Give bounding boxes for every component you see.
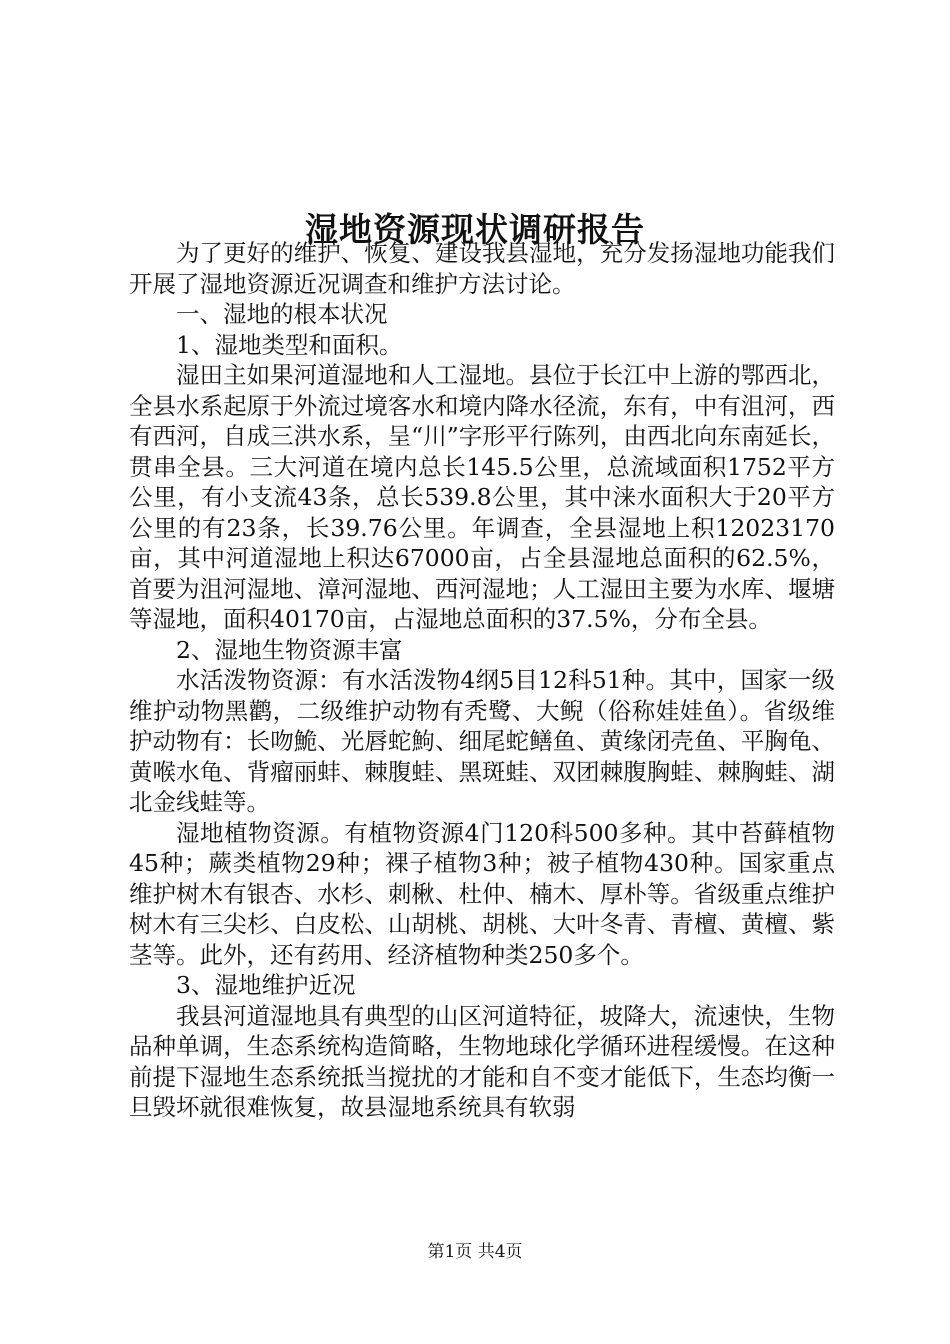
section-heading-basic-status: 一、湿地的根本状况 — [176, 300, 388, 328]
subheading-protection-status: 3、湿地维护近况 — [176, 971, 356, 999]
document-title: 湿地资源现状调研报告 — [305, 210, 645, 250]
page-number-footer: 第1页 共4页 — [427, 1242, 523, 1262]
paragraph-plant-resources: 湿地植物资源。有植物资源4门120科500多种。其中苔藓植物45种；蕨类植物29种；裸子植物3种；被子植物430种。国家重点维护树木有银杏、水杉、刺楸、杜仲、楠木、厚朴等。省级重点维护树木有三尖杉、白皮松、山胡桃、胡桃、大叶冬青、青檀、黄檀、紫茎等。此外，还有药用、经济植物种类250多个。 — [129, 818, 835, 969]
document-body — [129, 238, 835, 1123]
paragraph-intro: 为了更好的维护、恢复、建设我县湿地，充分发扬湿地功能我们开展了湿地资源近况调查和维护方法讨论。 — [129, 239, 835, 298]
subheading-biological-resources: 2、湿地生物资源丰富 — [176, 635, 403, 664]
paragraph-aquatic-animals: 水活泼物资源：有水活泼物4纲5目12科51种。其中，国家一级维护动物黑鹳，二级维护动物有秃鹭、大鲵（俗称娃娃鱼）。省级维护动物有：长吻鮠、光唇蛇鮈、细尾蛇鳝鱼、黄缘闭壳鱼、平胸龟、黄喉水龟、背瘤丽蚌、棘腹蛙、黑斑蛙、双团棘腹胸蛙、棘胸蛙、湖北金线蛙等。 — [129, 666, 835, 816]
paragraph-protection-status: 我县河道湿地具有典型的山区河道特征，坡降大，流速快，生物品种单调，生态系统构造简略，生物地球化学循环进程缓慢。在这种前提下湿地生态系统抵当搅扰的才能和自不变才能低下，生态均衡一旦毁坏就很难恢复，故县湿地系统具有软弱 — [129, 1001, 835, 1121]
paragraph-wetland-types: 湿田主如果河道湿地和人工湿地。县位于长江中上游的鄂西北，全县水系起原于外流过境客水和境内降水径流，东有，中有沮河，西有西河，自成三洪水系，呈“川”字形平行陈列，由西北向东南延长，贯串全县。三大河道在境内总长145.5公里，总流域面积1752平方公里，有小支流43条，总长539.8公里，其中涞水面积大于20平方公里的有23条，长39.76公里。年调查，全县湿地上积12023170亩，其中河道湿地上积达67000亩，占全县湿地总面积的62.5%，首要为沮河湿地、漳河湿地、西河湿地；人工湿田主要为水库、堰塘等湿地，面积40170亩，占湿地总面积的37.5%，分布全县。 — [129, 361, 835, 633]
subheading-wetland-types: 1、湿地类型和面积。 — [176, 330, 403, 359]
